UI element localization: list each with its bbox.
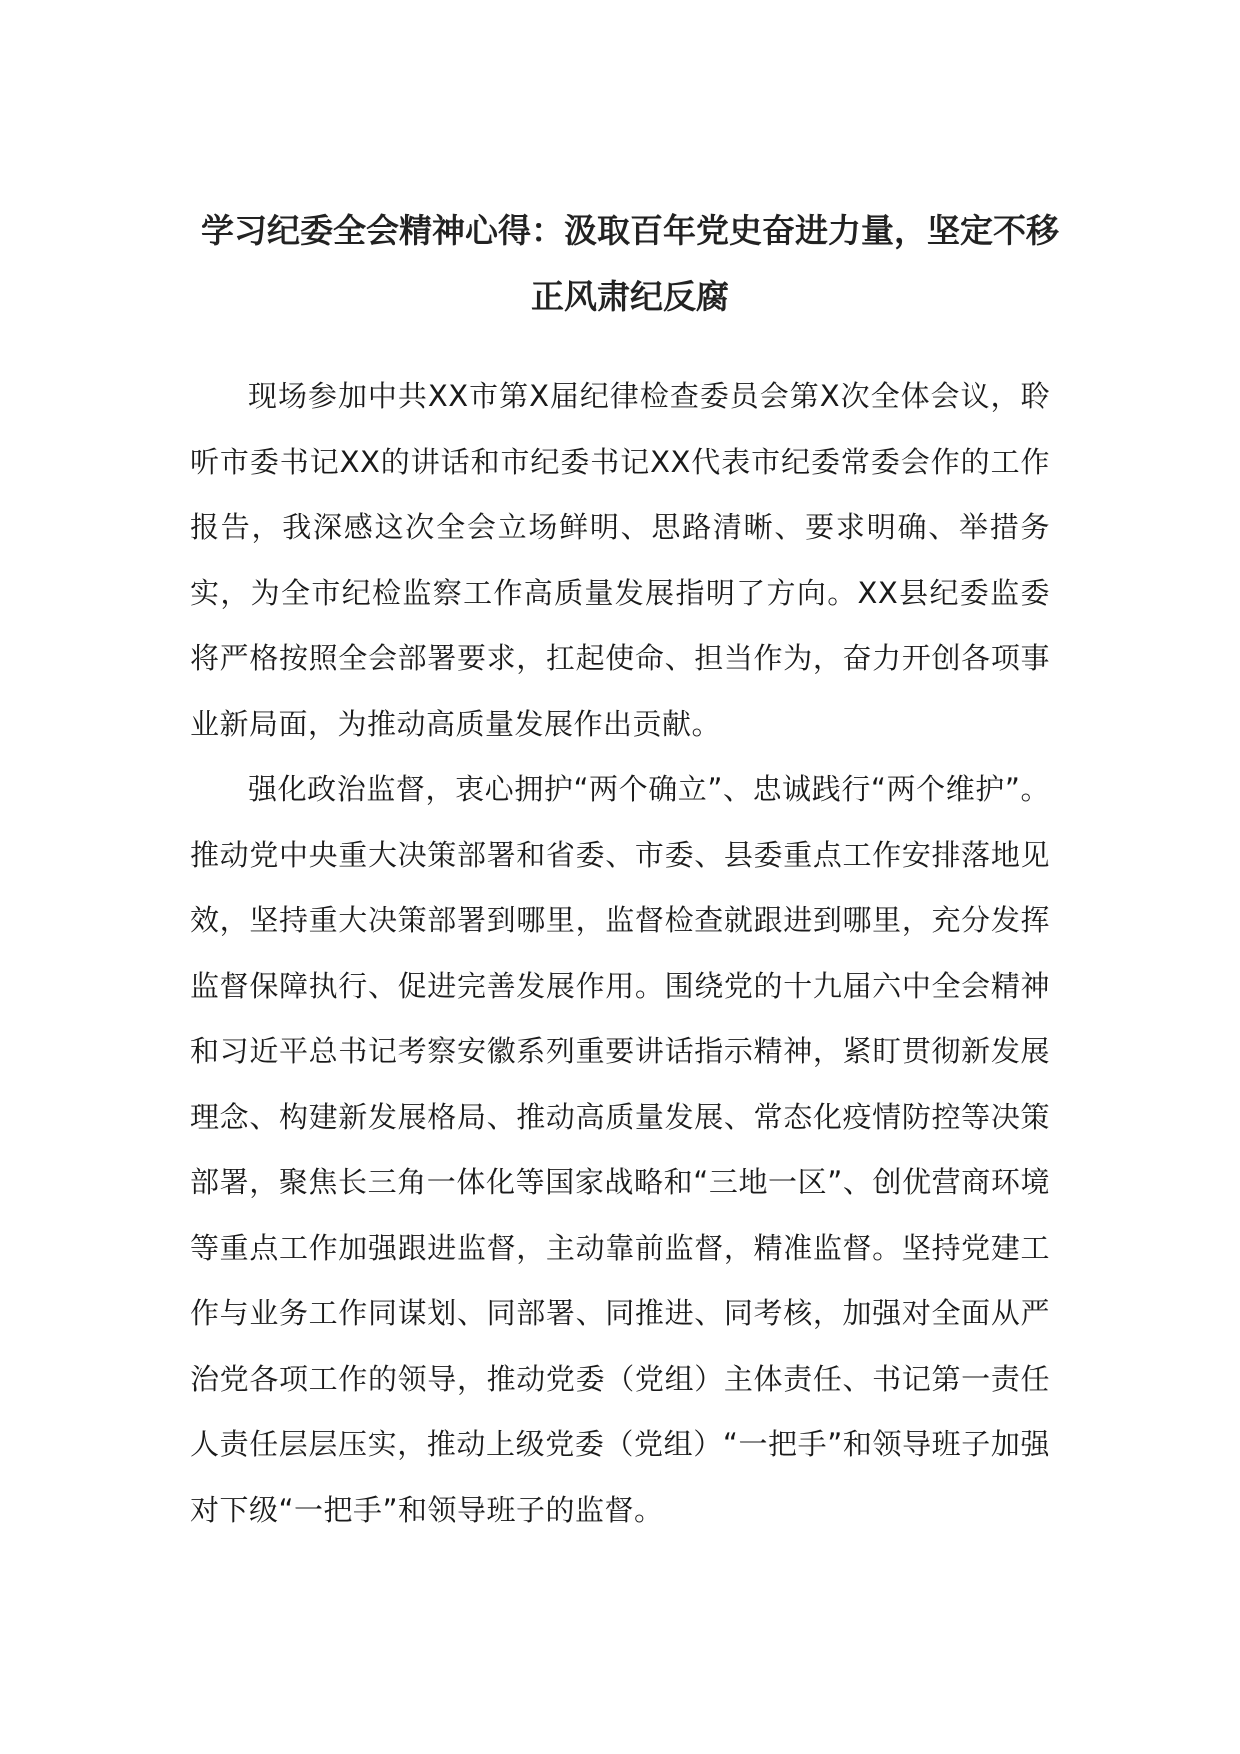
paragraph-intro: 现场参加中共XX市第X届纪律检查委员会第X次全体会议，聆听市委书记XX的讲话和市纪委书记XX代表市纪委常委会作的工作报告，我深感这次全会立场鲜明、思路清晰、要求明确、举措务实，为全市纪检监察工作高质量发展指明了方向。XX县纪委监委将严格按照全会部署要求，扛起使命、担当作为，奋力开创各项事业新局面，为推动高质量发展作出贡献。 bbox=[190, 379, 1050, 741]
paragraph-political-supervision: 强化政治监督，衷心拥护“两个确立”、忠诚践行“两个维护”。推动党中央重大决策部署和省委、市委、县委重点工作安排落地见效，坚持重大决策部署到哪里，监督检查就跟进到哪里，充分发挥监督保障执行、促进完善发展作用。围绕党的十九届六中全会精神和习近平总书记考察安徽系列重要讲话指示精神，紧盯贯彻新发展理念、构建新发展格局、推动高质量发展、常态化疫情防控等决策部署，聚焦长三角一体化等国家战略和“三地一区”、创优营商环境等重点工作加强跟进监督，主动靠前监督，精准监督。坚持党建工作与业务工作同谋划、同部署、同推进、同考核，加强对全面从严治党各项工作的领导，推动党委（党组）主体责任、书记第一责任人责任层层压实，推动上级党委（党组）“一把手”和领导班子加强对下级“一把手”和领导班子的监督。 bbox=[190, 772, 1050, 1527]
document-body bbox=[190, 364, 1050, 1543]
document-title: 学习纪委全会精神心得：汲取百年党史奋进力量，坚定不移正风肃纪反腐 bbox=[201, 211, 1059, 316]
